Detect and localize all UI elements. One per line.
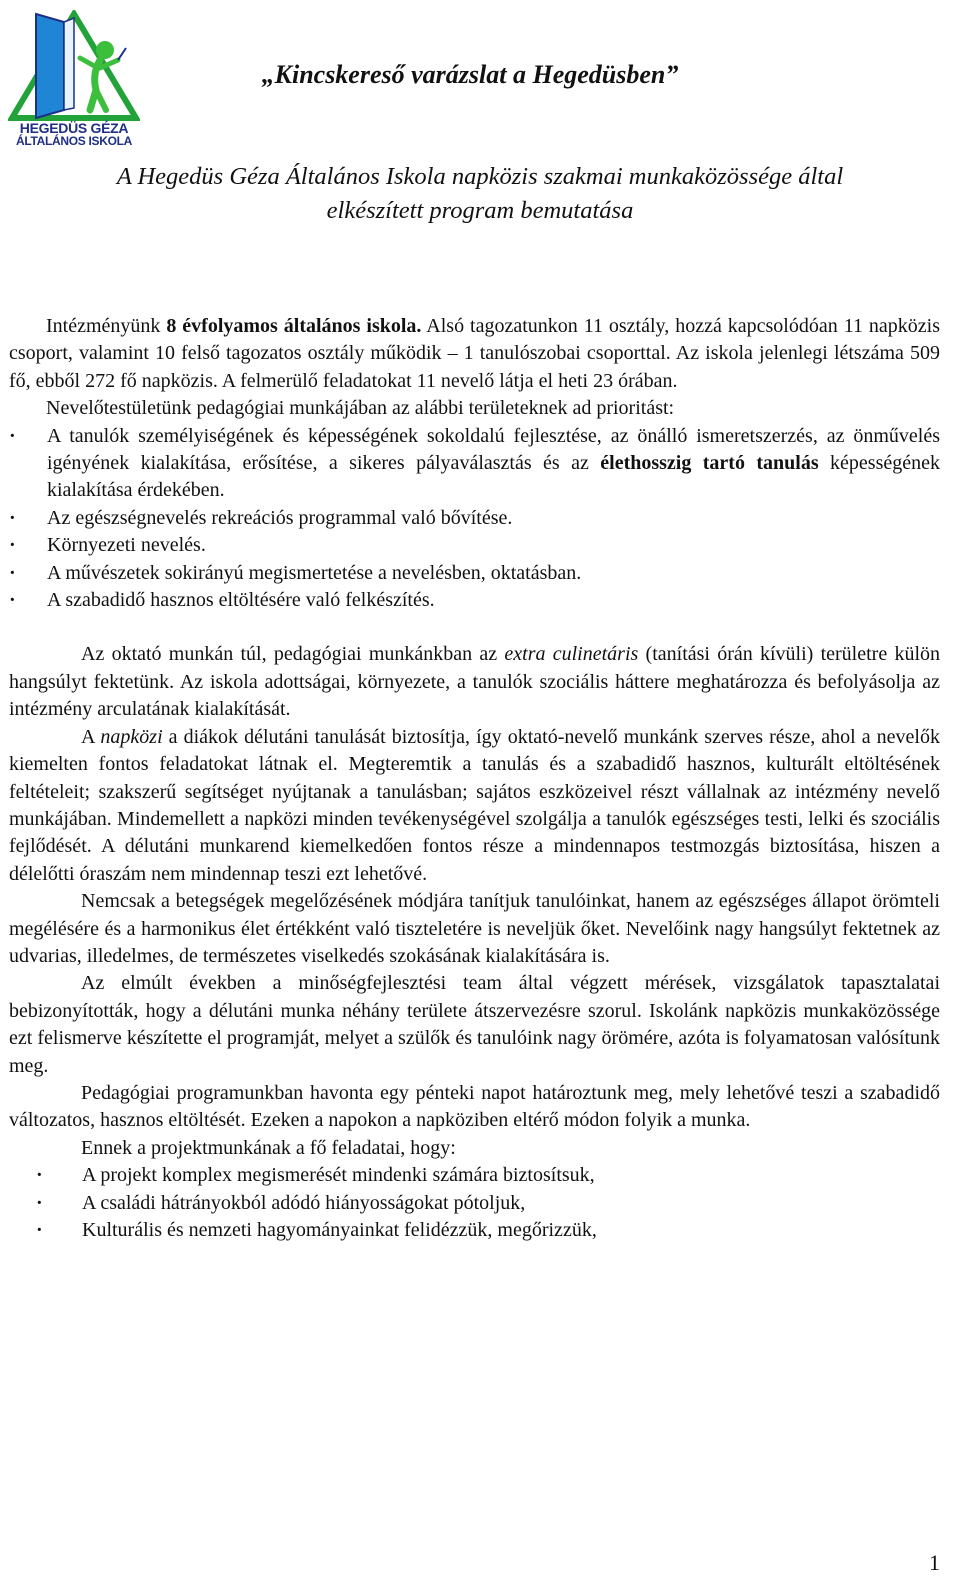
priority-3-text: Környezeti nevelés. bbox=[47, 534, 206, 557]
document-body bbox=[9, 313, 940, 1244]
priority-5-text: A szabadidő hasznos eltöltésére való felkészítés. bbox=[47, 589, 435, 612]
bullet-icon: · bbox=[36, 1191, 43, 1214]
document-title: „Kincskereső varázslat a Hegedüsben” bbox=[261, 60, 679, 89]
napkozi-paragraph bbox=[9, 724, 940, 888]
list-item bbox=[9, 505, 940, 532]
napkozi-text-1: A bbox=[81, 725, 101, 748]
program-paragraph: Pedagógiai programunkban havonta egy pénteki napot határoztunk meg, mely lehetővé teszi a szabadidő változatos, hasznos eltöltését. Ezeken a napokon a napköziben eltérő módon folyik a munka. bbox=[9, 1081, 940, 1132]
list-item bbox=[9, 423, 940, 505]
list-item bbox=[9, 1190, 940, 1217]
bullet-icon: · bbox=[36, 1219, 43, 1241]
extra-curricular-paragraph bbox=[9, 641, 940, 723]
logo-text-line2: ÁLTALÁNOS ISKOLA bbox=[15, 134, 133, 148]
intro-paragraph bbox=[9, 313, 940, 395]
priorities-list bbox=[9, 423, 940, 615]
intro-bold: 8 évfolyamos általános iskola. bbox=[166, 315, 422, 337]
bullet-icon: · bbox=[9, 534, 16, 557]
list-item bbox=[9, 560, 940, 587]
school-logo bbox=[8, 10, 140, 148]
document-subtitle bbox=[30, 160, 930, 228]
bullet-icon: · bbox=[36, 1164, 43, 1187]
task-text: A családi hátrányokból adódó hiányosságokat pótoljuk, bbox=[82, 1191, 526, 1214]
extra-text-1: Az oktató munkán túl, pedagógiai munkánkban az bbox=[81, 643, 505, 666]
list-item bbox=[9, 1162, 940, 1189]
intro-text-2: Alsó tagozatunkon 11 osztály, hozzá kapcsolódóan 11 napközis csoport, valamint 10 felső tagozatos osztály működik – 1 tanulószobai csoporttal. Az iskola jelenlegi létszáma 509 fő, ebből 272 fő napközis. A felmerülő feladatokat 11 nevelő látja el heti 23 órában. bbox=[9, 315, 940, 392]
subtitle-line-1: A Hegedüs Géza Általános Iskola napközis szakmai munkaközössége által bbox=[116, 163, 844, 190]
tasks-intro: Ennek a projektmunkának a fő feladatai, hogy: bbox=[81, 1136, 456, 1159]
priority-2-text: Az egészségnevelés rekreációs programmal való bővítése. bbox=[47, 506, 513, 529]
priority-4-text: A művészetek sokirányú megismertetése a nevelésben, oktatásban. bbox=[47, 561, 582, 584]
extra-text-2: (tanítási órán kívüli) területre külön hangsúlyt fektetünk. Az iskola adottságai, környezete, a tanulók szociális háttere meghatározza és befolyásolja az intézmény arculatának kialakítását. bbox=[9, 643, 941, 721]
extra-italic: extra culinetáris bbox=[504, 643, 639, 666]
bullet-icon: · bbox=[9, 506, 16, 529]
health-paragraph: Nemcsak a betegségek megelőzésének módjára tanítjuk tanulóinkat, hanem az egészséges állapot örömteli megélésére és a harmonikus élet értékként való tiszteletére is neveljük őket. Nevelőink nagy hangsúlyt fektetnek az udvarias, illedelmes, de természetes viselkedés szokásának kialakítására is. bbox=[9, 890, 940, 967]
napkozi-text-2: a diákok délutáni tanulását biztosítja, így oktató-nevelő munkánk szerves része, ahol a nevelők kiemelten fontos feladatokat látnak el. Megteremtik a tanulás és a szabadidő hasznos, kulturált eltöltésének feltételeit; szakszerű segítséget nyújtanak a tanulásban; sajátos eszközeivel részt vállalnak az intézmény nevelő munkájában. Mindemellett a napközi minden tevékenységével szolgálja a tanulók egészséges testi, lelki és szociális fejlődését. A délutáni munkarend kiemelkedően fontos része a mindennapos testmozgás biztosítása, hiszen a délelőtti óraszám nem mindennap teszi ezt lehetővé. bbox=[9, 725, 940, 885]
priority-1-text-c: képességének kialakítása érdekében. bbox=[47, 452, 940, 502]
list-item bbox=[9, 587, 940, 614]
napkozi-italic: napközi bbox=[100, 725, 163, 748]
tasks-list bbox=[9, 1162, 940, 1244]
priorities-intro: Nevelőtestületünk pedagógiai munkájában az alábbi területeknek ad prioritást: bbox=[46, 397, 675, 420]
quality-paragraph: Az elmúlt években a minőségfejlesztési team által végzett mérések, vizsgálatok tapasztalatai bebizonyították, hogy a délutáni munka néhány területe átszervezésre szorul. Iskolánk napközis munkaközössége ezt felismerve készítette el programját, melyet a szülők és tanulóink nagy örömére, azóta is folyamatosan valósítunk meg. bbox=[9, 972, 940, 1077]
priority-1-text-a: A tanulók személyiségének és képességének sokoldalú fejlesztése, az önálló ismeretszerzés, az önművelés igényének kialakítása, erősítése, a sikeres pályaválasztás és az bbox=[47, 424, 940, 475]
task-text: A projekt komplex megismerését mindenki számára biztosítsuk, bbox=[82, 1164, 595, 1187]
logo-text-line1: HEGEDÜS GÉZA bbox=[19, 120, 129, 136]
bullet-icon: · bbox=[9, 589, 16, 612]
task-text: Kulturális és nemzeti hagyományainkat felidézzük, megőrizzük, bbox=[82, 1219, 597, 1241]
bullet-icon: · bbox=[9, 424, 16, 447]
bullet-icon: · bbox=[9, 561, 16, 584]
school-logo-graphic bbox=[8, 10, 140, 122]
list-item bbox=[9, 532, 940, 559]
page-number: 1 bbox=[929, 1550, 940, 1575]
list-item bbox=[9, 1217, 940, 1244]
priority-1-bold: élethosszig tartó tanulás bbox=[600, 452, 819, 475]
subtitle-line-2: elkészített program bemutatása bbox=[326, 197, 634, 224]
intro-text-1: Intézményünk bbox=[46, 315, 167, 337]
